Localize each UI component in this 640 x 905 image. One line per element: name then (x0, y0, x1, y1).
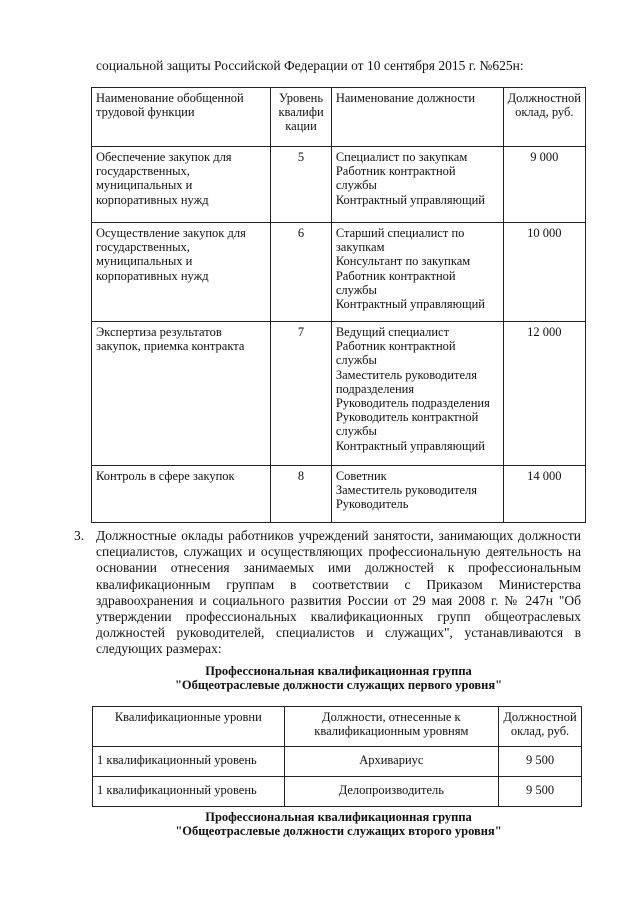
table-row (92, 223, 586, 322)
position-cell: Делопроизводитель (284, 777, 498, 807)
header-positions: Должности, отнесенные к квалификационным уровням (284, 707, 498, 747)
group-title-first-level (96, 664, 581, 692)
position-item: Работник контрактной службы (335, 164, 456, 193)
position-item: Консультант по закупкам (335, 254, 471, 269)
level-cell: 7 (271, 322, 332, 466)
table-header-row (93, 707, 582, 747)
level-cell: 5 (271, 147, 332, 223)
group-title-line: "Общеотраслевые должности служащих второго уровня" (175, 824, 502, 838)
intro-line: социальной защиты Российской Федерации от 10 сентября 2015 г. №625н: (96, 58, 524, 73)
position-item: Советник (335, 469, 387, 483)
table-header-row (92, 88, 586, 147)
position-item: Руководитель (335, 497, 409, 512)
function-cell: Экспертиза результатов закупок, приемка контракта (92, 322, 271, 466)
header-qual-level: Квалификационные уровни (93, 707, 285, 747)
position-item: Работник контрактной службы (335, 268, 456, 297)
position-item: Работник контрактной службы (335, 339, 456, 368)
position-item: Ведущий специалист (335, 325, 450, 339)
position-item: Специалист по закупкам (335, 150, 468, 164)
table-row (92, 322, 586, 466)
header-position: Наименование должности (331, 88, 503, 147)
table-row (93, 747, 582, 777)
salary-cell: 9 000 (503, 147, 585, 223)
position-item: Контрактный управляющий (335, 438, 485, 453)
salary-cell: 12 000 (503, 322, 585, 466)
function-cell: Обеспечение закупок для государственных, муниципальных и корпоративных нужд (92, 147, 271, 223)
positions-cell (331, 466, 503, 523)
paragraph-text: Должностные оклады работников учреждений занятости, занимающих должности специалистов, служащих и осуществляющих профессиональную деятельность на основании отнесения занимаемых ими должностей к профессиональным квалификационным группам в соответствии с Приказом Министерства здравоохранения и социального развития России от 29 мая 2008 г. № 247н "Об утверждении профессиональных квалификационных групп общеотраслевых должностей руководителей, специалистов и служащих", устанавливаются в следующих размерах: (96, 528, 581, 657)
position-item: Заместитель руководителя подразделения (335, 367, 477, 396)
level-cell: 6 (271, 223, 332, 322)
salary-table-first-level (92, 706, 582, 807)
salary-cell: 10 000 (503, 223, 585, 322)
level-cell: 8 (271, 466, 332, 523)
positions-cell (331, 322, 503, 466)
paragraph-number: 3. (74, 528, 85, 543)
group-title-line: Профессиональная квалификационная группа (205, 810, 472, 824)
group-title-line: Профессиональная квалификационная группа (205, 664, 472, 678)
table-row (93, 777, 582, 807)
position-cell: Архивариус (284, 747, 498, 777)
paragraph-3 (74, 528, 581, 658)
header-function: Наименование обобщенной трудовой функции (92, 88, 271, 147)
header-level: Уровень квалифи кации (271, 88, 332, 147)
function-cell: Контроль в сфере закупок (92, 466, 271, 523)
table-row (92, 147, 586, 223)
function-cell: Осуществление закупок для государственных, муниципальных и корпоративных нужд (92, 223, 271, 322)
position-item: Руководитель подразделения (335, 396, 490, 411)
position-item: Руководитель контрактной службы (335, 410, 479, 439)
group-title-line: "Общеотраслевые должности служащих первого уровня" (174, 678, 503, 692)
salary-cell: 9 500 (499, 747, 582, 777)
qual-level-cell: 1 квалификационный уровень (93, 747, 285, 777)
salary-cell: 9 500 (499, 777, 582, 807)
position-item: Старший специалист по закупкам (335, 226, 465, 255)
position-item: Заместитель руководителя (335, 483, 477, 498)
positions-cell (331, 147, 503, 223)
salary-table-procurement (91, 87, 586, 523)
table-row (92, 466, 586, 523)
qual-level-cell: 1 квалификационный уровень (93, 777, 285, 807)
header-salary: Должностной оклад, руб. (503, 88, 585, 147)
header-salary: Должностной оклад, руб. (499, 707, 582, 747)
salary-cell: 14 000 (503, 466, 585, 523)
group-title-second-level (96, 810, 581, 838)
positions-cell (331, 223, 503, 322)
position-item: Контрактный управляющий (335, 297, 485, 312)
position-item: Контрактный управляющий (335, 192, 485, 207)
